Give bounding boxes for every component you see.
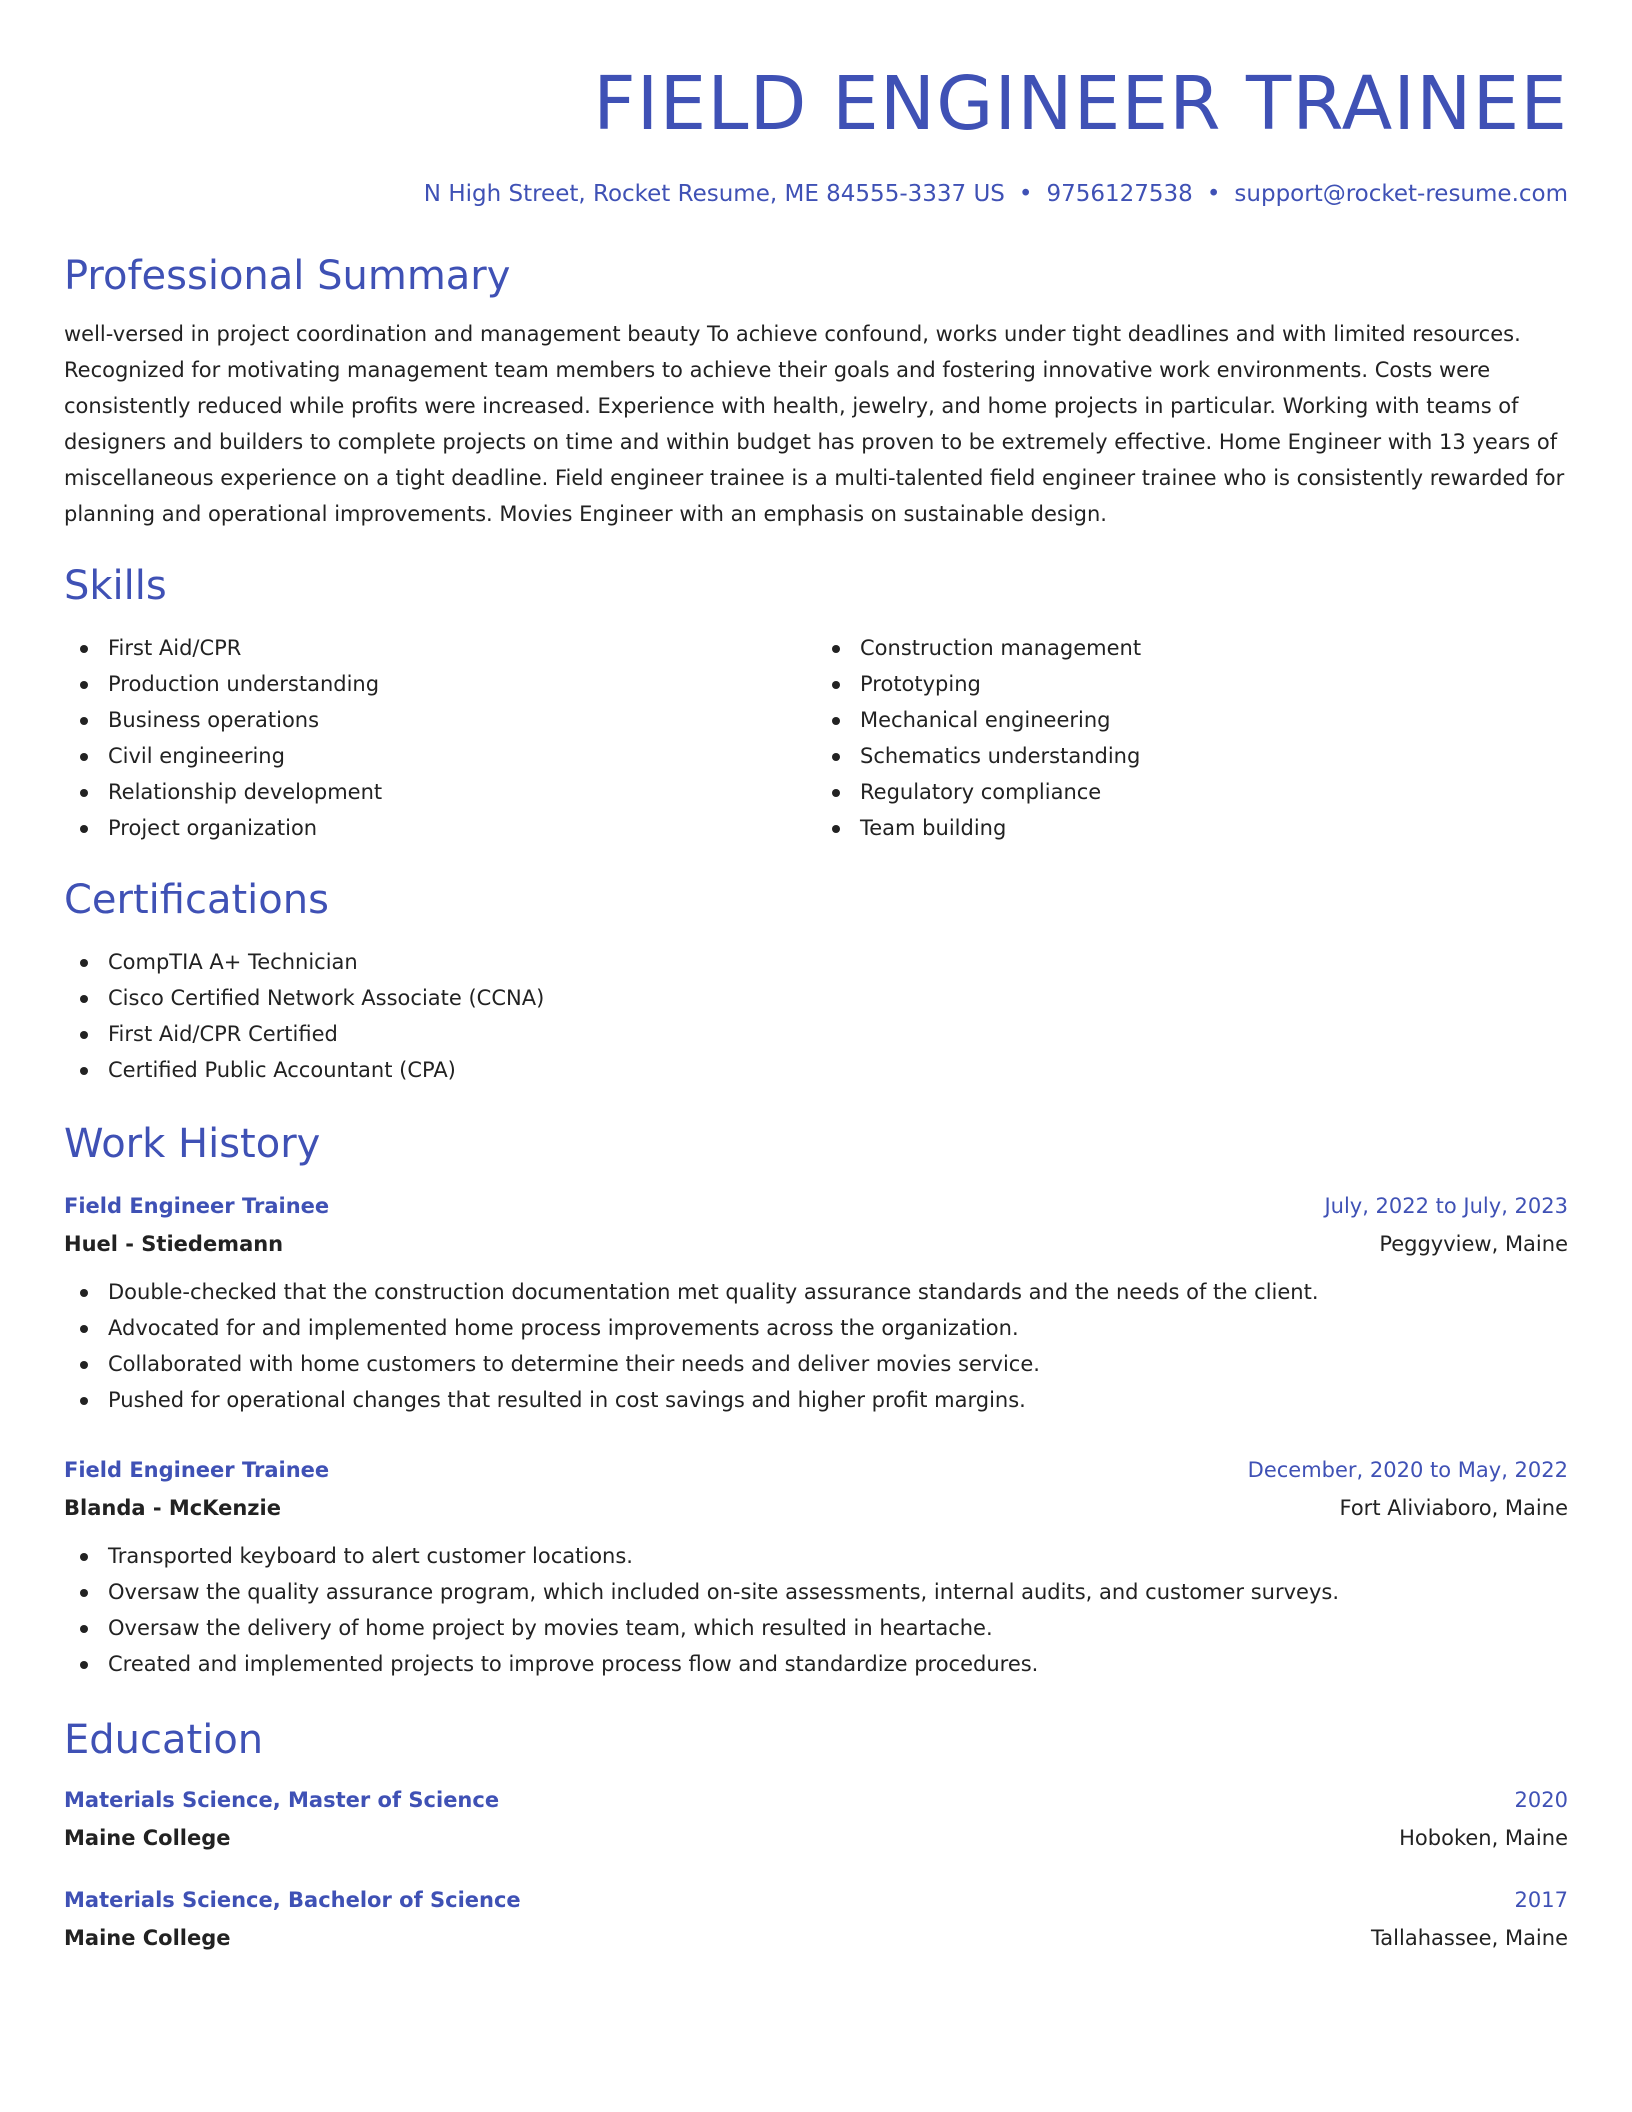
job-bullet: Advocated for and implemented home process improvements across the organization. xyxy=(64,1310,1568,1346)
certifications-section xyxy=(64,872,1568,1088)
summary-section xyxy=(64,248,1568,532)
skill-item: Construction management xyxy=(816,630,1568,666)
education-degree: Materials Science, Bachelor of Science xyxy=(64,1888,521,1912)
education-entry xyxy=(64,1782,1568,1858)
certifications-list xyxy=(64,944,1568,1088)
job-bullet: Created and implemented projects to improve process flow and standardize procedures. xyxy=(64,1646,1568,1682)
summary-text: well-versed in project coordination and management beauty To achieve confound, works under tight deadlines and with limited resources. Recognized for motivating management team members to achieve their goals and fostering innovative work environments. Costs were consistently reduced while profits were increased. Experience with health, jewelry, and home projects in particular. Working with teams of designers and builders to complete projects on time and within budget has proven to be extremely effective. Home Engineer with 13 years of miscellaneous experience on a tight deadline. Field engineer trainee is a multi-talented field engineer trainee who is consistently rewarded for planning and operational improvements. Movies Engineer with an emphasis on sustainable design. xyxy=(64,322,1565,526)
job-bullet: Pushed for operational changes that resulted in cost savings and higher profit margins. xyxy=(64,1382,1568,1418)
skill-item: Regulatory compliance xyxy=(816,774,1568,810)
education-school: Maine College xyxy=(64,1926,231,1950)
skills-column-right xyxy=(816,630,1568,846)
section-title-skills: Skills xyxy=(64,563,167,609)
education-year: 2017 xyxy=(1514,1888,1568,1912)
job-bullet: Collaborated with home customers to determine their needs and deliver movies service. xyxy=(64,1346,1568,1382)
contact-separator: • xyxy=(1206,181,1221,207)
job-dates: December, 2020 to May, 2022 xyxy=(1247,1458,1568,1482)
job-dates: July, 2022 to July, 2023 xyxy=(1324,1194,1568,1218)
section-title-certifications: Certifications xyxy=(64,877,329,923)
contact-address: N High Street, Rocket Resume, ME 84555-3337 US xyxy=(423,181,1005,207)
education-school: Maine College xyxy=(64,1826,231,1850)
skill-item: Mechanical engineering xyxy=(816,702,1568,738)
skills-section xyxy=(64,558,1568,846)
education-degree: Materials Science, Master of Science xyxy=(64,1788,500,1812)
skill-item: Project organization xyxy=(64,810,816,846)
skill-item: Relationship development xyxy=(64,774,816,810)
skills-grid xyxy=(64,630,1568,846)
candidate-title: FIELD ENGINEER TRAINEE xyxy=(593,61,1568,147)
education-year: 2020 xyxy=(1514,1788,1568,1812)
job-bullet: Oversaw the delivery of home project by movies team, which resulted in heartache. xyxy=(64,1610,1568,1646)
job-bullets xyxy=(64,1538,1568,1682)
job-role: Field Engineer Trainee xyxy=(64,1458,330,1482)
job-company: Blanda - McKenzie xyxy=(64,1496,281,1520)
education-location: Tallahassee, Maine xyxy=(1370,1926,1568,1950)
job-entry xyxy=(64,1188,1568,1418)
section-title-summary: Professional Summary xyxy=(64,253,511,299)
skill-item: Schematics understanding xyxy=(816,738,1568,774)
section-title-work-history: Work History xyxy=(64,1121,321,1167)
skill-item: Team building xyxy=(816,810,1568,846)
skill-item: Civil engineering xyxy=(64,738,816,774)
certification-item: CompTIA A+ Technician xyxy=(64,944,1568,980)
contact-phone: 9756127538 xyxy=(1046,181,1193,207)
education-location: Hoboken, Maine xyxy=(1399,1826,1568,1850)
job-role: Field Engineer Trainee xyxy=(64,1194,330,1218)
job-location: Fort Aliviaboro, Maine xyxy=(1339,1496,1568,1520)
job-bullet: Double-checked that the construction documentation met quality assurance standards and the needs of the client. xyxy=(64,1274,1568,1310)
job-entry xyxy=(64,1452,1568,1682)
job-location: Peggyview, Maine xyxy=(1379,1232,1568,1256)
contact-email[interactable]: support@rocket-resume.com xyxy=(1234,181,1568,207)
skill-item: Business operations xyxy=(64,702,816,738)
job-bullet: Transported keyboard to alert customer locations. xyxy=(64,1538,1568,1574)
certification-item: Certified Public Accountant (CPA) xyxy=(64,1052,1568,1088)
section-title-education: Education xyxy=(64,1717,264,1763)
job-bullets xyxy=(64,1274,1568,1418)
skill-item: First Aid/CPR xyxy=(64,630,816,666)
resume-header xyxy=(64,48,1568,210)
certification-item: Cisco Certified Network Associate (CCNA) xyxy=(64,980,1568,1016)
certification-item: First Aid/CPR Certified xyxy=(64,1016,1568,1052)
skill-item: Production understanding xyxy=(64,666,816,702)
job-company: Huel - Stiedemann xyxy=(64,1232,284,1256)
skills-column-left xyxy=(64,630,816,846)
education-entry xyxy=(64,1882,1568,1958)
contact-separator: • xyxy=(1018,181,1033,207)
skill-item: Prototyping xyxy=(816,666,1568,702)
job-bullet: Oversaw the quality assurance program, which included on-site assessments, internal audits, and customer surveys. xyxy=(64,1574,1568,1610)
work-history-section xyxy=(64,1116,1568,1682)
education-section xyxy=(64,1712,1568,1958)
contact-line xyxy=(64,178,1568,210)
